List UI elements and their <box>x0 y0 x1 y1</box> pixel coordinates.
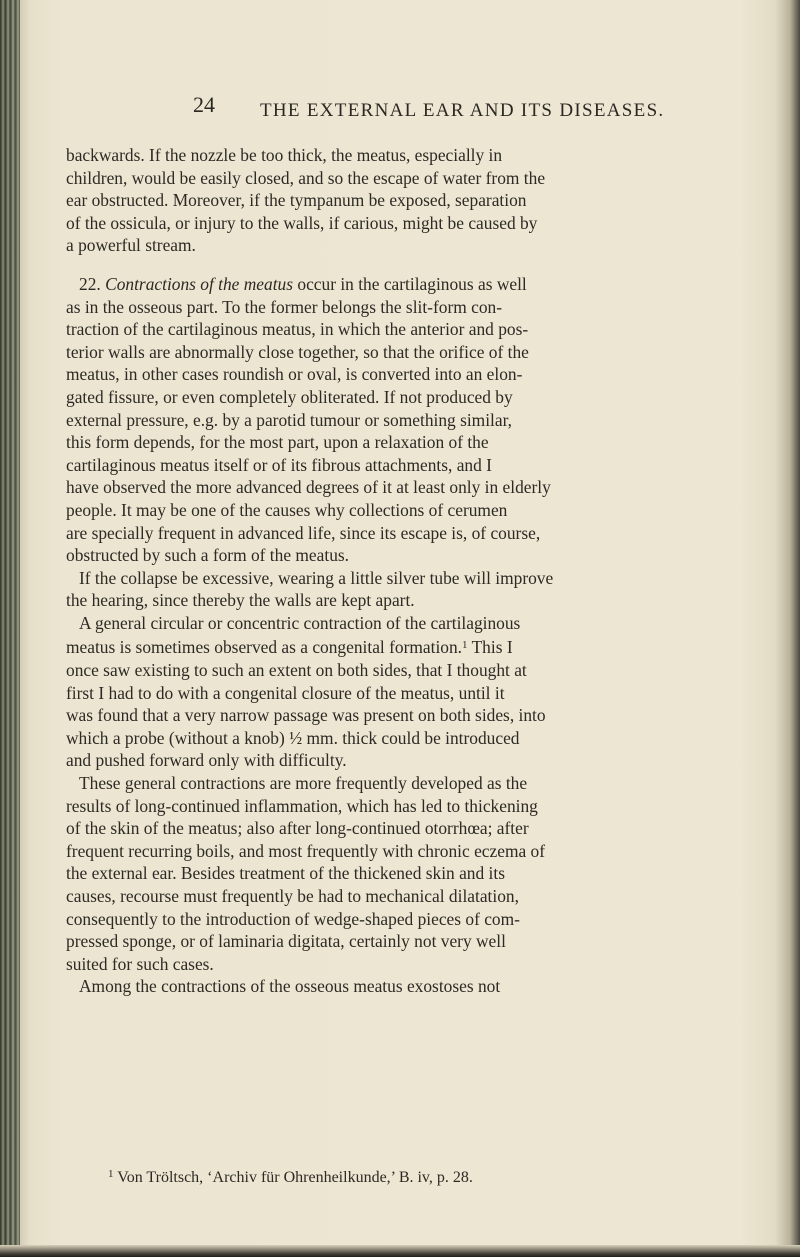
running-head: THE EXTERNAL EAR AND ITS DISEASES. <box>260 100 665 121</box>
text-line: backwards. If the nozzle be too thick, the meatus, especially in <box>66 145 503 165</box>
text-line: of the skin of the meatus; also after long-continued otorrhœa; after <box>66 818 529 839</box>
text-line-with-footnote <box>66 634 764 659</box>
text-line: once saw existing to such an extent on both sides, that I thought at <box>66 660 527 681</box>
text-line: the hearing, since thereby the walls are kept apart. <box>66 590 415 611</box>
text-line: cartilaginous meatus itself or of its fibrous attachments, and I <box>66 454 492 475</box>
footnote <box>108 1168 473 1187</box>
text-line: and pushed forward only with difficulty. <box>66 750 347 771</box>
footnote-mark: 1 <box>108 1168 114 1180</box>
text-line: a powerful stream. <box>66 235 196 256</box>
section-title: Contractions of the meatus <box>105 273 294 294</box>
text-line: pressed sponge, or of laminaria digitata, certainly not very well <box>66 931 506 952</box>
text-line: as in the osseous part. To the former belongs the slit-form con- <box>66 296 503 317</box>
text-line: frequent recurring boils, and most frequently with chronic eczema of <box>66 840 546 861</box>
text-line: have observed the more advanced degrees of it at least only in elderly <box>66 477 551 498</box>
text-line-start: meatus is sometimes observed as a congenital formation. <box>66 637 463 658</box>
body-text <box>66 144 764 998</box>
text-line: are specially frequent in advanced life, since its escape is, of course, <box>66 522 541 543</box>
text-line: consequently to the introduction of wedge-shaped pieces of com- <box>66 908 520 929</box>
text-line: which a probe (without a knob) ½ mm. thick could be introduced <box>66 727 520 748</box>
text-line: first I had to do with a congenital closure of the meatus, until it <box>66 682 505 703</box>
text-line: this form depends, for the most part, upon a relaxation of the <box>66 432 489 453</box>
text-line: A general circular or concentric contraction of the cartilaginous <box>79 612 521 633</box>
book-binding-edge <box>0 0 20 1257</box>
text-line: meatus, in other cases roundish or oval, is converted into an elon- <box>66 364 523 385</box>
footnote-reference: 1 <box>462 639 468 652</box>
page-bottom-edge <box>0 1245 800 1257</box>
text-line: external pressure, e.g. by a parotid tumour or something similar, <box>66 409 513 430</box>
text-line: the external ear. Besides treatment of the thickened skin and its <box>66 863 505 884</box>
text-line: traction of the cartilaginous meatus, in which the anterior and pos- <box>66 319 529 340</box>
text-line: obstructed by such a form of the meatus. <box>66 545 350 566</box>
footnote-text: Von Tröltsch, ‘Archiv für Ohrenheilkunde,’ B. iv, p. 28. <box>117 1169 473 1186</box>
text-line: people. It may be one of the causes why collections of cerumen <box>66 499 508 520</box>
text-line: causes, recourse must frequently be had to mechanical dilatation, <box>66 886 519 906</box>
page-header <box>193 92 673 130</box>
text-line: suited for such cases. <box>66 953 214 974</box>
page-number: 24 <box>193 92 215 117</box>
text-line: Among the contractions of the osseous meatus exostoses not <box>79 976 501 997</box>
text-line: If the collapse be excessive, wearing a little silver tube will improve <box>79 567 554 588</box>
text-line: results of long-continued inflammation, which has led to thickening <box>66 795 538 816</box>
section-heading-line <box>66 273 764 296</box>
text-line: terior walls are abnormally close together, so that the orifice of the <box>66 341 529 362</box>
text-line: of the ossicula, or injury to the walls, if carious, might be caused by <box>66 212 538 233</box>
text-line: was found that a very narrow passage was present on both sides, into <box>66 705 546 726</box>
text-line: gated fissure, or even completely obliterated. If not produced by <box>66 386 513 407</box>
section-heading-rest: occur in the cartilaginous as well <box>293 273 527 294</box>
text-line-end: This I <box>467 637 513 658</box>
text-line: ear obstructed. Moreover, if the tympanum be exposed, separation <box>66 190 527 211</box>
text-line: children, would be easily closed, and so the escape of water from the <box>66 167 546 188</box>
text-line: These general contractions are more frequently developed as the <box>79 773 528 794</box>
paragraph-gap <box>66 257 764 273</box>
section-number: 22. <box>79 273 101 294</box>
